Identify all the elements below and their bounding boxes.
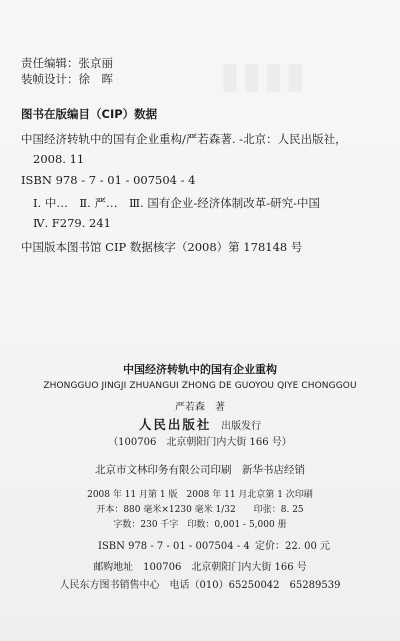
publisher-suffix: 出版发行 <box>221 421 262 432</box>
cip-line-date: 2008. 11 <box>33 152 85 166</box>
cip-line-isbn: ISBN 978 - 7 - 01 - 007504 - 4 <box>21 173 196 187</box>
designer-credit: 装帧设计：徐 晖 <box>21 72 113 86</box>
publisher-line <box>0 418 400 434</box>
imprint-isbn: ISBN 978 - 7 - 01 - 007504 - 4 <box>98 541 250 552</box>
publisher-logo: 人民出版社 <box>138 417 212 432</box>
cip-line-classification: Ⅳ. F279. 241 <box>33 216 111 230</box>
book-title: 中国经济转轨中的国有企业重构 <box>123 363 277 376</box>
edition-line: 2008 年 11 月第 1 版 2008 年 11 月北京第 1 次印刷 <box>87 490 313 500</box>
book-title-pinyin: ZHONGGUO JINGJI ZHUANGUI ZHONG DE GUOYOU QIYE CHONGGOU <box>43 381 357 391</box>
cip-line-catalog-number: 中国版本图书馆 CIP 数据核字（2008）第 178148 号 <box>21 240 303 254</box>
format-line: 开本：880 毫米×1230 毫米 1/32 印张：8. 25 <box>96 505 304 515</box>
cip-line-title: 中国经济转轨中的国有企业重构/严若森著. -北京：人民出版社， <box>21 132 347 146</box>
mail-order-address: 邮购地址 100706 北京朝阳门内大街 166 号 <box>93 562 307 573</box>
bleed-through-shadow <box>220 55 390 105</box>
publisher-address: （100706 北京朝阳门内大街 166 号） <box>108 437 292 448</box>
author-line: 严若森 著 <box>175 402 225 413</box>
wordcount-line: 字数：230 千字 印数：0,001 - 5,000 册 <box>113 520 287 530</box>
cip-line-subjects: Ⅰ. 中… Ⅱ. 严… Ⅲ. 国有企业-经济体制改革-研究-中国 <box>33 196 321 210</box>
printer-line: 北京市文林印务有限公司印刷 新华书店经销 <box>95 464 305 476</box>
sales-contact: 人民东方图书销售中心 电话（010）65250042 65289539 <box>59 580 341 591</box>
cip-heading: 图书在版编目（CIP）数据 <box>21 107 158 121</box>
editor-credit: 责任编辑：张京丽 <box>21 56 113 70</box>
price: 定价：22. 00 元 <box>255 541 330 552</box>
